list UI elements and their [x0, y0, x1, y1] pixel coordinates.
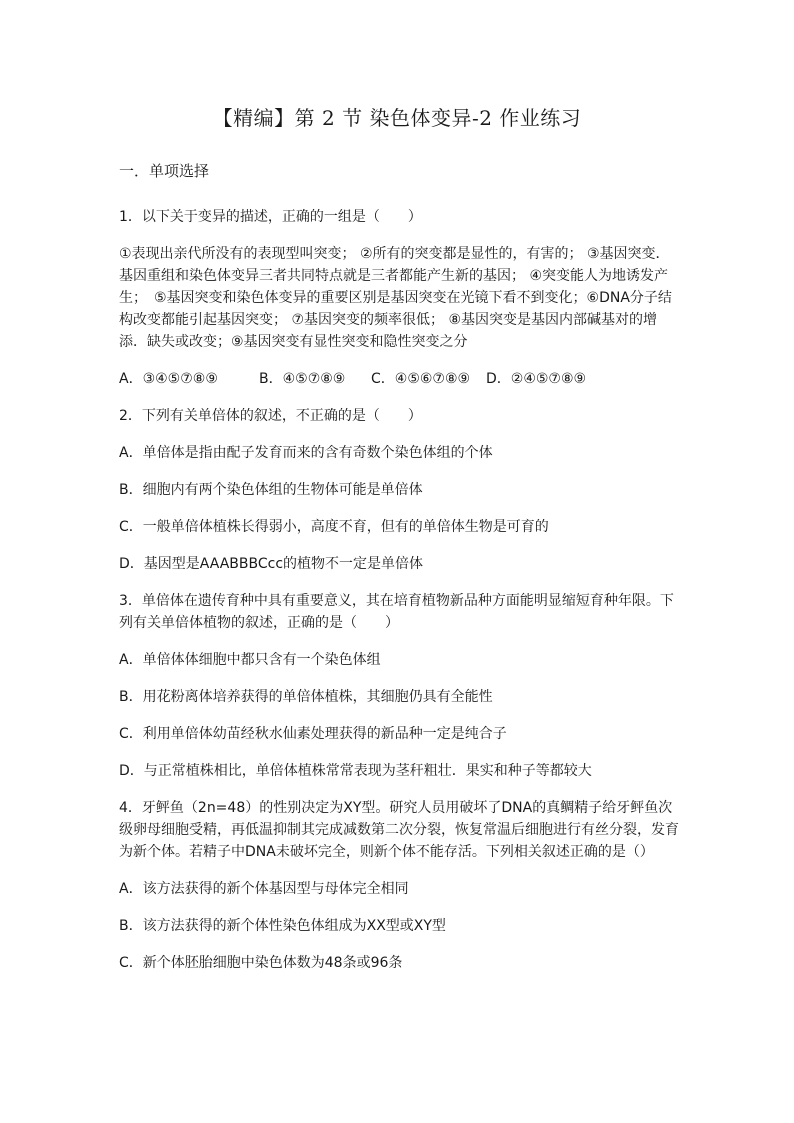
question-1-statements: ①表现出亲代所没有的表现型叫突变； ②所有的突变都是显性的，有害的； ③基因突变．基因重组和染色体变异三者共同特点就是三者都能产生新的基因； ④突变能人为地诱发产生； ⑤基因突变和染色体变异的重要区别是基因突变在光镜下看不到变化；⑥DNA分子结构改变都能引起基因突变； ⑦基因突变的频率很低； ⑧基因突变是基因内部碱基对的增添．缺失或改变；⑨基因突变有显性突变和隐性突变之分 [119, 246, 672, 350]
question-2-option-c: C．一般单倍体植株长得弱小，高度不育，但有的单倍体生物是可育的 [119, 519, 549, 535]
question-1-option-a: A．③④⑤⑦⑧⑨ [119, 371, 218, 387]
question-1-option-b: B．④⑤⑦⑧⑨ [259, 371, 346, 387]
page-title: 【精编】第 2 节 染色体变异-2 作业练习 [212, 106, 582, 130]
question-2-stem: 2．下列有关单倍体的叙述，不正确的是（ ） [119, 408, 422, 424]
question-1-options [119, 368, 681, 390]
question-list [119, 206, 681, 989]
question-1-option-c: C．④⑤⑥⑦⑧⑨ [371, 371, 471, 387]
question-1-option-d: D．②④⑤⑦⑧⑨ [486, 371, 587, 387]
section-heading: 一．单项选择 [119, 162, 210, 180]
question-4-option-c: C．新个体胚胎细胞中染色体数为48条或96条 [119, 955, 403, 971]
question-3-option-c: C．利用单倍体幼苗经秋水仙素处理获得的新品种一定是纯合子 [119, 726, 507, 742]
question-4-option-b: B．该方法获得的新个体性染色体组成为XX型或XY型 [119, 918, 446, 934]
question-1-stem: 1．以下关于变异的描述，正确的一组是（ ） [119, 209, 422, 225]
question-4-stem: 4．牙鲆鱼（2n=48）的性别决定为XY型。研究人员用破坏了DNA的真鲷精子给牙鲆鱼次级卵母细胞受精，再低温抑制其完成减数第二次分裂，恢复常温后细胞进行有丝分裂，发育为新个体。若精子中DNA未破坏完全，则新个体不能存活。下列相关叙述正确的是（） [119, 800, 679, 860]
question-2-option-b: B．细胞内有两个染色体组的生物体可能是单倍体 [119, 482, 423, 498]
question-2-option-a: A．单倍体是指由配子发育而来的含有奇数个染色体组的个体 [119, 445, 493, 461]
question-4-option-a: A．该方法获得的新个体基因型与母体完全相同 [119, 881, 409, 897]
question-3-option-a: A．单倍体体细胞中都只含有一个染色体组 [119, 652, 381, 668]
question-3-stem: 3．单倍体在遗传育种中具有重要意义，其在培育植物新品种方面能明显缩短育种年限。下列有关单倍体植物的叙述，正确的是（ ） [119, 593, 674, 631]
question-3-option-d: D．与正常植株相比，单倍体植株常常表现为茎秆粗壮．果实和种子等都较大 [119, 763, 592, 779]
question-2-option-d: D．基因型是AAABBBCcc的植物不一定是单倍体 [119, 556, 424, 572]
question-3-option-b: B．用花粉离体培养获得的单倍体植株，其细胞仍具有全能性 [119, 689, 493, 705]
